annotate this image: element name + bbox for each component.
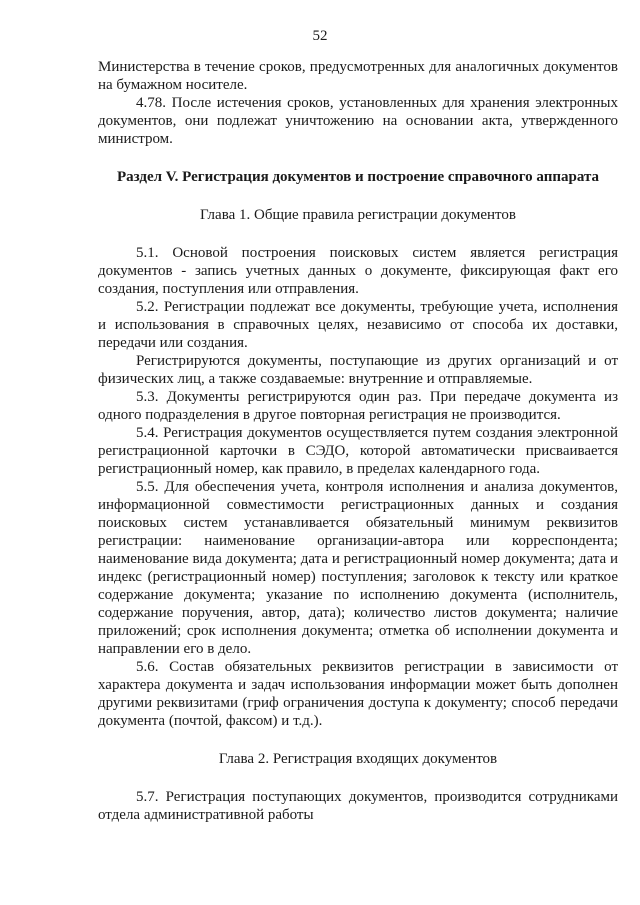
paragraph-5-5: 5.5. Для обеспечения учета, контроля исполнения и анализа документов, информационной совместимости регистрационных данных и создания поисковых систем устанавливается обязательный минимум реквизитов регистрации: наименование организации-автора или корреспондента; наименование вида документа; дата и регистрационный номер документа; дата и индекс (регистрационный номер) поступления; заголовок к тексту или краткое содержание документа; указание по исполнению документа (исполнитель, содержание поручения, автор, дата); количество листов документа; наличие приложений; срок исполнения документа; отметка об исполнении документа и направлении его в дело.: [98, 479, 618, 657]
page-content: [98, 58, 618, 824]
paragraph-5-3: 5.3. Документы регистрируются один раз. При передаче документа из одного подразделения в другое повторная регистрация не производится.: [98, 389, 618, 423]
paragraph-5-7: 5.7. Регистрация поступающих документов, производится сотрудниками отдела административной работы: [98, 789, 618, 823]
paragraph-4-78: 4.78. После истечения сроков, установленных для хранения электронных документов, они подлежат уничтожению на основании акта, утвержденного министром.: [98, 95, 618, 147]
paragraph-5-6: 5.6. Состав обязательных реквизитов регистрации в зависимости от характера документа и задач использования информации может быть дополнен другими реквизитами (гриф ограничения доступа к документу; способ передачи документа (почтой, факсом) и т.д.).: [98, 659, 618, 729]
paragraph-5-4: 5.4. Регистрация документов осуществляется путем создания электронной регистрационной карточки в СЭДО, которой автоматически присваивается регистрационный номер, как правило, в пределах календарного года.: [98, 425, 618, 477]
page-number: 52: [312, 28, 328, 44]
paragraph-5-2: 5.2. Регистрации подлежат все документы, требующие учета, исполнения и использования в справочных целях, независимо от способа их доставки, передачи или создания.: [98, 299, 618, 351]
paragraph-continuation: Министерства в течение сроков, предусмотренных для аналогичных документов на бумажном носителе.: [98, 59, 618, 93]
paragraph-5-2-continued: Регистрируются документы, поступающие из других организаций и от физических лиц, а также создаваемые: внутренние и отправляемые.: [98, 353, 618, 387]
paragraph-5-1: 5.1. Основой построения поисковых систем является регистрация документов - запись учетных данных о документе, фиксирующая факт его создания, поступления или отправления.: [98, 245, 618, 297]
chapter-1-title: Глава 1. Общие правила регистрации документов: [200, 207, 516, 223]
section-title: Раздел V. Регистрация документов и построение справочного аппарата: [116, 169, 600, 185]
chapter-2-title: Глава 2. Регистрация входящих документов: [218, 751, 498, 767]
